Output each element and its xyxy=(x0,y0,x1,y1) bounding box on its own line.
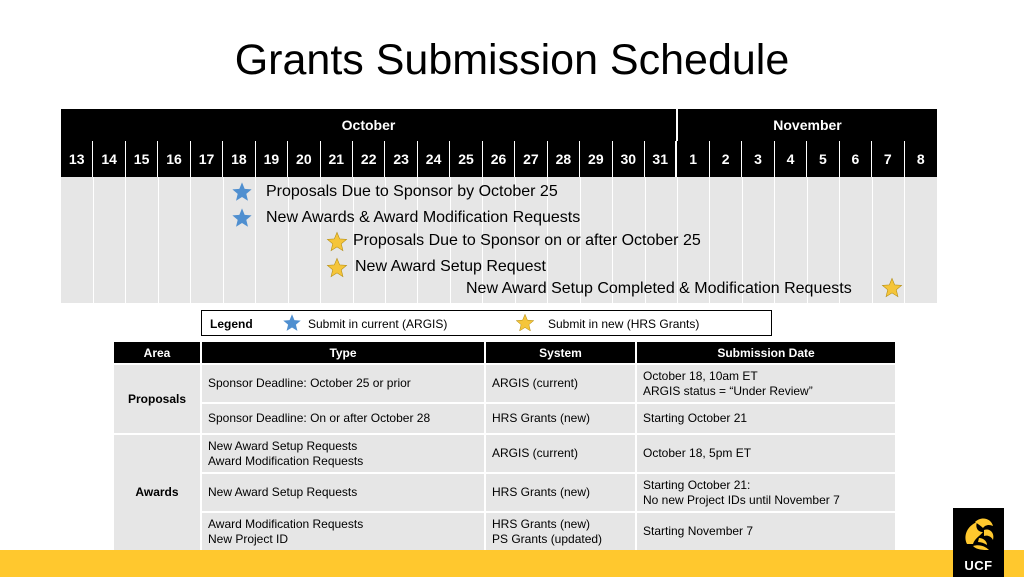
grid-divider xyxy=(125,177,126,303)
date-cell xyxy=(636,473,896,512)
header-type: Type xyxy=(201,341,485,364)
grid-divider xyxy=(872,177,873,303)
grid-divider xyxy=(255,177,256,303)
day-cell: 16 xyxy=(158,141,190,177)
legend-new-label: Submit in new (HRS Grants) xyxy=(548,317,700,331)
day-cell: 25 xyxy=(450,141,482,177)
cell-line: Sponsor Deadline: On or after October 28 xyxy=(208,411,431,425)
day-cell: 29 xyxy=(580,141,612,177)
system-cell xyxy=(485,434,636,473)
day-cell: 17 xyxy=(191,141,223,177)
day-cell: 21 xyxy=(321,141,353,177)
event-proposals-current: Proposals Due to Sponsor by October 25 xyxy=(266,183,558,200)
day-cell: 19 xyxy=(256,141,288,177)
day-cell: 13 xyxy=(61,141,93,177)
table-row xyxy=(113,364,896,403)
area-cell: Proposals xyxy=(113,364,201,434)
event-award-setup-new: New Award Setup Request xyxy=(355,258,546,275)
date-cell xyxy=(636,364,896,403)
ucf-logo xyxy=(953,508,1004,577)
cell-line: Starting October 21: xyxy=(643,477,751,492)
legend-current-label: Submit in current (ARGIS) xyxy=(308,317,448,331)
system-cell xyxy=(485,403,636,434)
date-cell xyxy=(636,434,896,473)
system-cell xyxy=(485,512,636,551)
day-cell: 27 xyxy=(515,141,547,177)
day-cell: 26 xyxy=(483,141,515,177)
month-november: November xyxy=(678,109,937,141)
table-row xyxy=(113,512,896,551)
grid-divider xyxy=(904,177,905,303)
day-cell: 3 xyxy=(742,141,774,177)
cell-line: Starting November 7 xyxy=(643,524,754,538)
cell-line: October 18, 10am ET xyxy=(643,368,758,383)
cell-line: Starting October 21 xyxy=(643,411,748,425)
cell-line: Award Modification Requests xyxy=(208,516,364,531)
area-cell: Awards xyxy=(113,434,201,551)
table-row xyxy=(113,434,896,473)
cell-line: ARGIS (current) xyxy=(492,446,579,460)
gold-star-icon xyxy=(881,277,903,299)
cell-line: No new Project IDs until November 7 xyxy=(643,492,840,507)
timeline xyxy=(61,109,937,303)
blue-star-icon xyxy=(231,181,253,203)
grid-divider xyxy=(158,177,159,303)
day-cell: 2 xyxy=(710,141,742,177)
event-proposals-new: Proposals Due to Sponsor on or after October 25 xyxy=(353,232,701,249)
day-cell: 24 xyxy=(418,141,450,177)
gold-star-icon xyxy=(515,313,535,333)
cell-line: HRS Grants (new) xyxy=(492,516,591,531)
header-system: System xyxy=(485,341,636,364)
blue-star-icon xyxy=(231,207,253,229)
day-cell: 4 xyxy=(775,141,807,177)
cell-line: PS Grants (updated) xyxy=(492,531,603,546)
day-cell: 30 xyxy=(613,141,645,177)
header-submission-date: Submission Date xyxy=(636,341,896,364)
schedule-table xyxy=(112,340,897,552)
pegasus-icon xyxy=(953,510,1004,558)
gold-footer-bar xyxy=(0,550,1024,577)
event-award-setup-completed: New Award Setup Completed & Modification Requests xyxy=(466,280,852,297)
day-cell: 23 xyxy=(385,141,417,177)
type-cell xyxy=(201,434,485,473)
page-title: Grants Submission Schedule xyxy=(234,36,790,84)
event-awards-current: New Awards & Award Modification Requests xyxy=(266,209,581,226)
date-cell xyxy=(636,403,896,434)
day-cell: 5 xyxy=(807,141,839,177)
day-row xyxy=(61,141,937,177)
header-area: Area xyxy=(113,341,201,364)
day-cell: 18 xyxy=(223,141,255,177)
cell-line: ARGIS (current) xyxy=(492,376,579,390)
cell-line: October 18, 5pm ET xyxy=(643,446,752,460)
grid-divider xyxy=(190,177,191,303)
gold-star-icon xyxy=(326,231,348,253)
logo-text: UCF xyxy=(964,558,993,573)
cell-line: New Project ID xyxy=(208,531,289,546)
day-cell: 31 xyxy=(645,141,677,177)
table-header-row xyxy=(113,341,896,364)
month-october: October xyxy=(61,109,678,141)
cell-line: HRS Grants (new) xyxy=(492,411,591,425)
day-cell: 22 xyxy=(353,141,385,177)
cell-line: Sponsor Deadline: October 25 or prior xyxy=(208,376,411,390)
legend-title: Legend xyxy=(210,317,253,331)
table-row xyxy=(113,473,896,512)
cell-line: New Award Setup Requests xyxy=(208,485,358,499)
gold-star-icon xyxy=(326,257,348,279)
type-cell xyxy=(201,512,485,551)
type-cell xyxy=(201,403,485,434)
cell-line: HRS Grants (new) xyxy=(492,485,591,499)
day-cell: 28 xyxy=(548,141,580,177)
table-row xyxy=(113,403,896,434)
grid-divider xyxy=(93,177,94,303)
day-cell: 20 xyxy=(288,141,320,177)
day-cell: 14 xyxy=(93,141,125,177)
day-cell: 1 xyxy=(677,141,709,177)
date-cell xyxy=(636,512,896,551)
month-row xyxy=(61,109,937,141)
blue-star-icon xyxy=(282,313,302,333)
cell-line: New Award Setup Requests xyxy=(208,438,358,453)
type-cell xyxy=(201,364,485,403)
day-cell: 15 xyxy=(126,141,158,177)
cell-line: ARGIS status = “Under Review” xyxy=(643,383,813,398)
type-cell xyxy=(201,473,485,512)
system-cell xyxy=(485,364,636,403)
system-cell xyxy=(485,473,636,512)
cell-line: Award Modification Requests xyxy=(208,453,364,468)
day-cell: 7 xyxy=(872,141,904,177)
grid-divider xyxy=(223,177,224,303)
day-cell: 8 xyxy=(905,141,937,177)
legend xyxy=(201,310,772,336)
day-cell: 6 xyxy=(840,141,872,177)
